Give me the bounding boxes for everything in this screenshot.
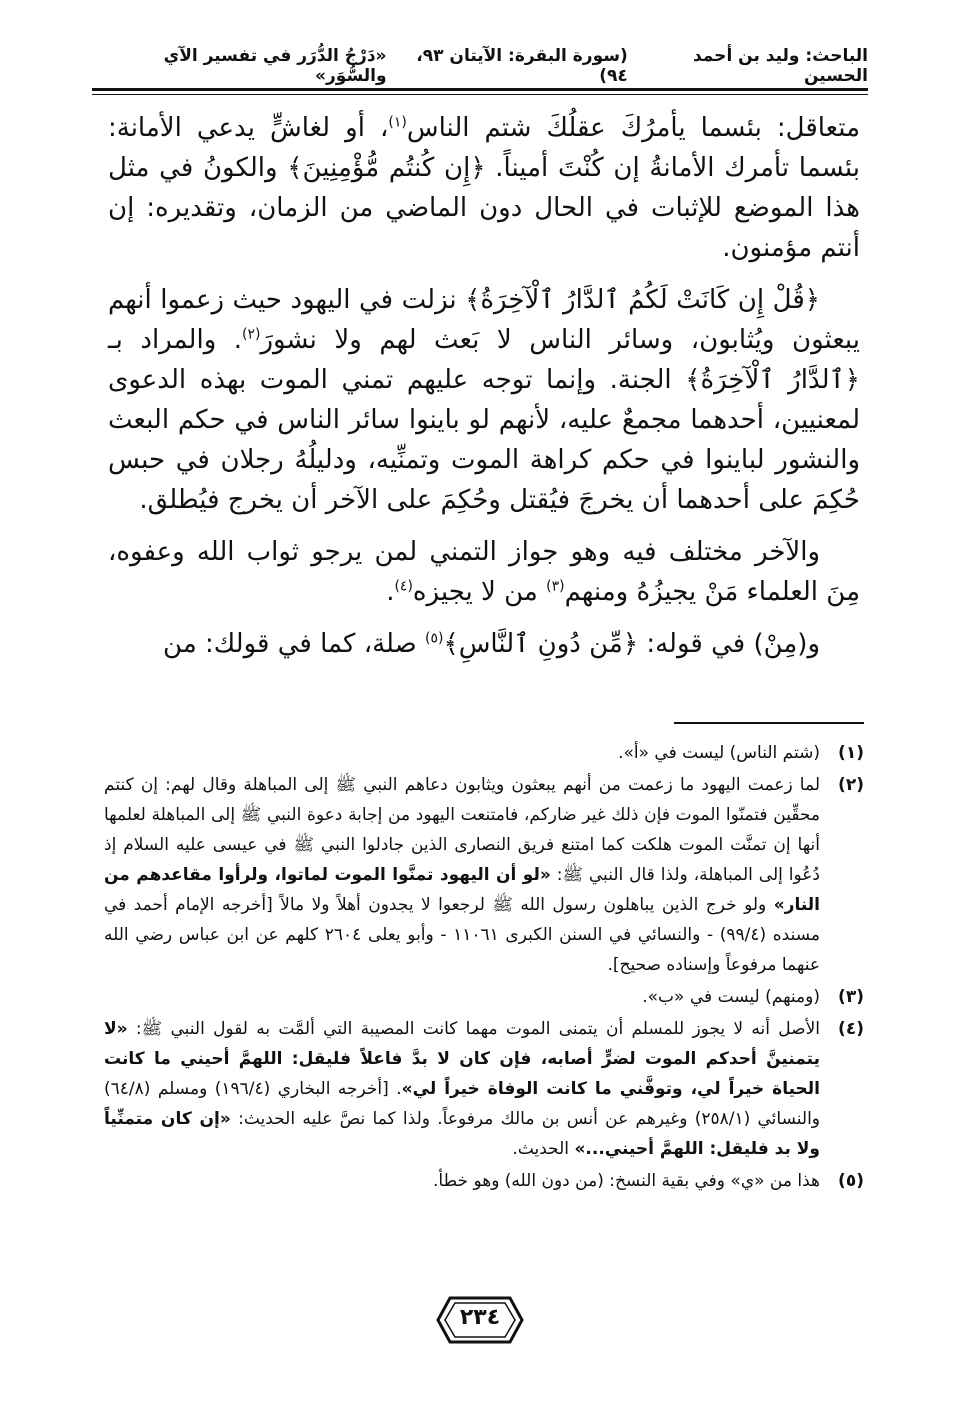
hadith-quote: «لا يتمنينَّ أحدكم الموت لضرٍّ أصابه، فإن كان لا بدَّ فاعلاً فليقل: اللهمَّ أحيني ما كانت الحياة خيراً لي، وتوفَّني ما كانت الوفاة خيراً لي» [104, 1019, 820, 1099]
header-rule-thick [92, 88, 868, 91]
page-number-ornament [436, 1296, 524, 1344]
footnotes [104, 738, 864, 1198]
footnote-number: (١) [838, 743, 864, 763]
footnote-text: (شتم الناس) ليست في «أ». [618, 743, 820, 763]
footnote-number: (٣) [838, 987, 864, 1007]
footnote-ref-3[interactable]: (٣) [546, 578, 565, 595]
quran-quote: ﴿قُلْ إِن كَانَتْ لَكُمُ ٱلدَّارُ ٱلْآخِرَةُ﴾ [465, 285, 820, 315]
header-rule-thin [92, 94, 868, 95]
footnote-text: لما زعمت اليهود ما زعمت من أنهم يبعثون ويثابون دعاهم النبي ﷺ إلى المباهلة وقال لهم: إن كنتم محقِّين فتمنّوا الموت فإن ذلك غير ضاركم، فامتنعت اليهود من إجابة دعوة النبي ﷺ إلى المباهلة لعلمها أنها إن تمنَّت الموت هلكت كما امتنع فريق النصارى الذين جادلوا النبي ﷺ في عيسى عليه السلام إذ دُعُوا إلى المباهلة، ولذا قال النبي ﷺ: «لو أن اليهود تمنَّوا الموت لماتوا، ولرأوا مقاعدهم من النار» ولو خرج الذين يباهلون رسول الله ﷺ لرجعوا لا يجدون أهلاً ولا مالاً [أخرجه الإمام أحمد في مسنده (٩٩/٤) - والنسائي في السنن الكبرى ١١٠٦١ - وأبو يعلى ٢٦٠٤ كلهم عن ابن عباس رضي الله عنهما مرفوعاً وإسناده صحيح]. [104, 775, 820, 975]
footnote-ref-5[interactable]: (٥) [424, 630, 444, 647]
footnote-number: (٥) [838, 1171, 864, 1191]
paragraph-2: ﴿قُلْ إِن كَانَتْ لَكُمُ ٱلدَّارُ ٱلْآخِرَةُ﴾ نزلت في اليهود حيث زعموا أنهم يبعثون ويُثابون، وسائر الناس لا بَعث لهم ولا نشورَ$^{(٢)}$. والمراد بـ ﴿ٱلدَّارُ ٱلْآخِرَةُ﴾ الجنة. وإنما توجه عليهم تمني الموت بهذه الدعوى لمعنيين، أحدهما مجمعٌ عليه، لأنهم لو باينوا سائر الناس في حكم البعث والنشور لباينوا في حكم كراهة الموت وتمنِّيه، ودليلُهُ رجلان في حبس حُكِمَ على أحدهما أن يخرجَ فيُقتل وحُكِمَ على الآخر أن يخرج فيُطلق. [108, 285, 861, 515]
footnote-text: هذا من «ي» وفي بقية النسخ: (من دون الله) وهو خطأ. [433, 1171, 820, 1191]
header-surah: (سورة البقرة: الآيتان ٩٣، ٩٤) [416, 46, 628, 86]
quran-quote: ﴿إِن كُنتُم مُّؤْمِنِينَ﴾ [287, 153, 486, 183]
header-book-title: «دَرْجُ الدُّرَر في تفسير الآي والسُّوَر» [163, 46, 387, 86]
paragraph-1: متعاقل: بئسما يأمرُكَ عقلُكَ شتم الناس$^{(١)}$، أو لغاشٍّ يدعي الأمانة: بئسما تأمرك الأمانةُ إن كُنْتَ أميناً. ﴿إِن كُنتُم مُّؤْمِنِينَ﴾ والكونُ في مثل هذا الموضع للإثبات في الحال دون الماضي من الزمان، وتقديره: إن أنتم مؤمنون. [108, 113, 860, 263]
footnote-ref-2[interactable]: (٢) [242, 326, 261, 343]
footnote-ref-1[interactable]: (١) [388, 114, 407, 131]
footnote-text: الأصل أنه لا يجوز للمسلم أن يتمنى الموت مهما كانت المصيبة التي ألمَّت به لقول النبي ﷺ: «لا يتمنينَّ أحدكم الموت لضرٍّ أصابه، فإن كان لا بدَّ فاعلاً فليقل: اللهمَّ أحيني ما كانت الحياة خيراً لي، وتوفَّني ما كانت الوفاة خيراً لي». [أخرجه البخاري (١٩٦/٤) ومسلم (٦٤/٨) والنسائي (٢٥٨/١) وغيرهم عن أنس بن مالك مرفوعاً. ولذا كما نصَّ عليه الحديث: «إن كان متمنِّياً ولا بد فليقل: اللهمَّ أحيني...» الحديث. [104, 1019, 821, 1159]
footnote-1 [104, 738, 864, 768]
footnote-text: (ومنهم) ليست في «ب». [642, 987, 820, 1007]
hadith-quote: «لو أن اليهود تمنَّوا الموت لماتوا، ولرأوا مقاعدهم من النار» [104, 865, 820, 915]
footnote-ref-4[interactable]: (٤) [394, 578, 413, 595]
hadith-quote: «إن كان متمنِّياً ولا بد فليقل: اللهمَّ أحيني...» [104, 1109, 820, 1159]
footnote-separator [674, 722, 864, 724]
footnote-3 [104, 982, 864, 1012]
quran-quote: ﴿مِّن دُونِ ٱلنَّاسِ﴾ [443, 629, 639, 659]
paragraph-3: والآخر مختلف فيه وهو جواز التمني لمن يرجو ثواب الله وعفوه، مِنَ العلماء مَنْ يجيزُهُ ومنهم$^{(٣)}$ من لا يجيزه$^{(٤)}$. [108, 537, 860, 607]
running-header [92, 46, 868, 86]
footnote-2 [104, 770, 864, 980]
page-number: ٢٣٤ [459, 1305, 501, 1330]
main-text [108, 108, 860, 676]
footnote-number: (٢) [838, 775, 864, 795]
header-author: الباحث: وليد بن أحمد الحسين [692, 46, 868, 86]
paragraph-4: و(مِنْ) في قوله: ﴿مِّن دُونِ ٱلنَّاسِ﴾$^{(٥)}$ صلة، كما في قولك: من [163, 629, 820, 659]
footnote-5 [104, 1166, 864, 1196]
quran-quote: ﴿ٱلدَّارُ ٱلْآخِرَةُ﴾ [685, 365, 861, 395]
footnote-4 [104, 1014, 864, 1164]
footnote-number: (٤) [838, 1019, 864, 1039]
